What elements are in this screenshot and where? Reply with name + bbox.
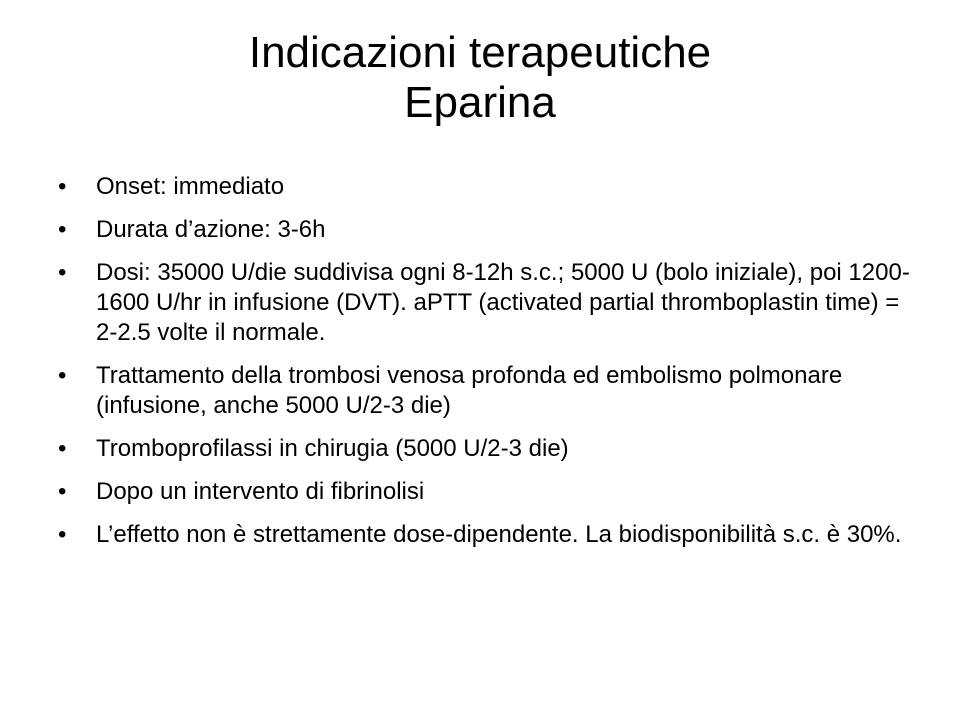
bullet-text: Trattamento della trombosi venosa profonda ed embolismo polmonare (infusione, anche 5000 U/2-3 die) [96, 362, 843, 419]
bullet-dot-icon: • [58, 259, 67, 286]
bullet-item-tromboprofilassi [58, 434, 918, 464]
bullet-dot-icon: • [58, 521, 67, 548]
bullet-dot-icon: • [58, 216, 67, 243]
bullet-dot-icon: • [58, 435, 67, 462]
slide-title-line-2: Eparina [404, 78, 556, 127]
slide-title-line-1: Indicazioni terapeutiche [248, 28, 712, 77]
bullet-text: Dopo un intervento di fibrinolisi [96, 478, 425, 505]
bullet-text: Onset: immediato [96, 173, 285, 200]
bullet-text: Dosi: 35000 U/die suddivisa ogni 8-12h s.c.; 5000 U (bolo iniziale), poi 1200-1600 U/hr in infusione (DVT). aPTT (activated partial thromboplastin time) = 2-2.5 volte il normale. [96, 259, 910, 346]
bullet-dot-icon: • [58, 173, 67, 200]
bullet-text: Durata d’azione: 3-6h [96, 216, 326, 243]
bullet-dot-icon: • [58, 478, 67, 505]
slide-title [48, 28, 912, 128]
bullet-text: L’effetto non è strettamente dose-dipendente. La biodisponibilità s.c. è 30%. [96, 521, 902, 548]
bullet-item-durata [58, 215, 918, 245]
bullet-item-fibrinolisi [58, 477, 918, 507]
bullet-item-onset [58, 172, 918, 202]
bullet-item-trattamento [58, 361, 918, 421]
bullet-list [58, 172, 918, 563]
bullet-text: Tromboprofilassi in chirugia (5000 U/2-3 die) [96, 435, 569, 462]
bullet-item-dosi [58, 258, 918, 348]
bullet-item-effetto [58, 520, 918, 550]
bullet-dot-icon: • [58, 362, 67, 389]
